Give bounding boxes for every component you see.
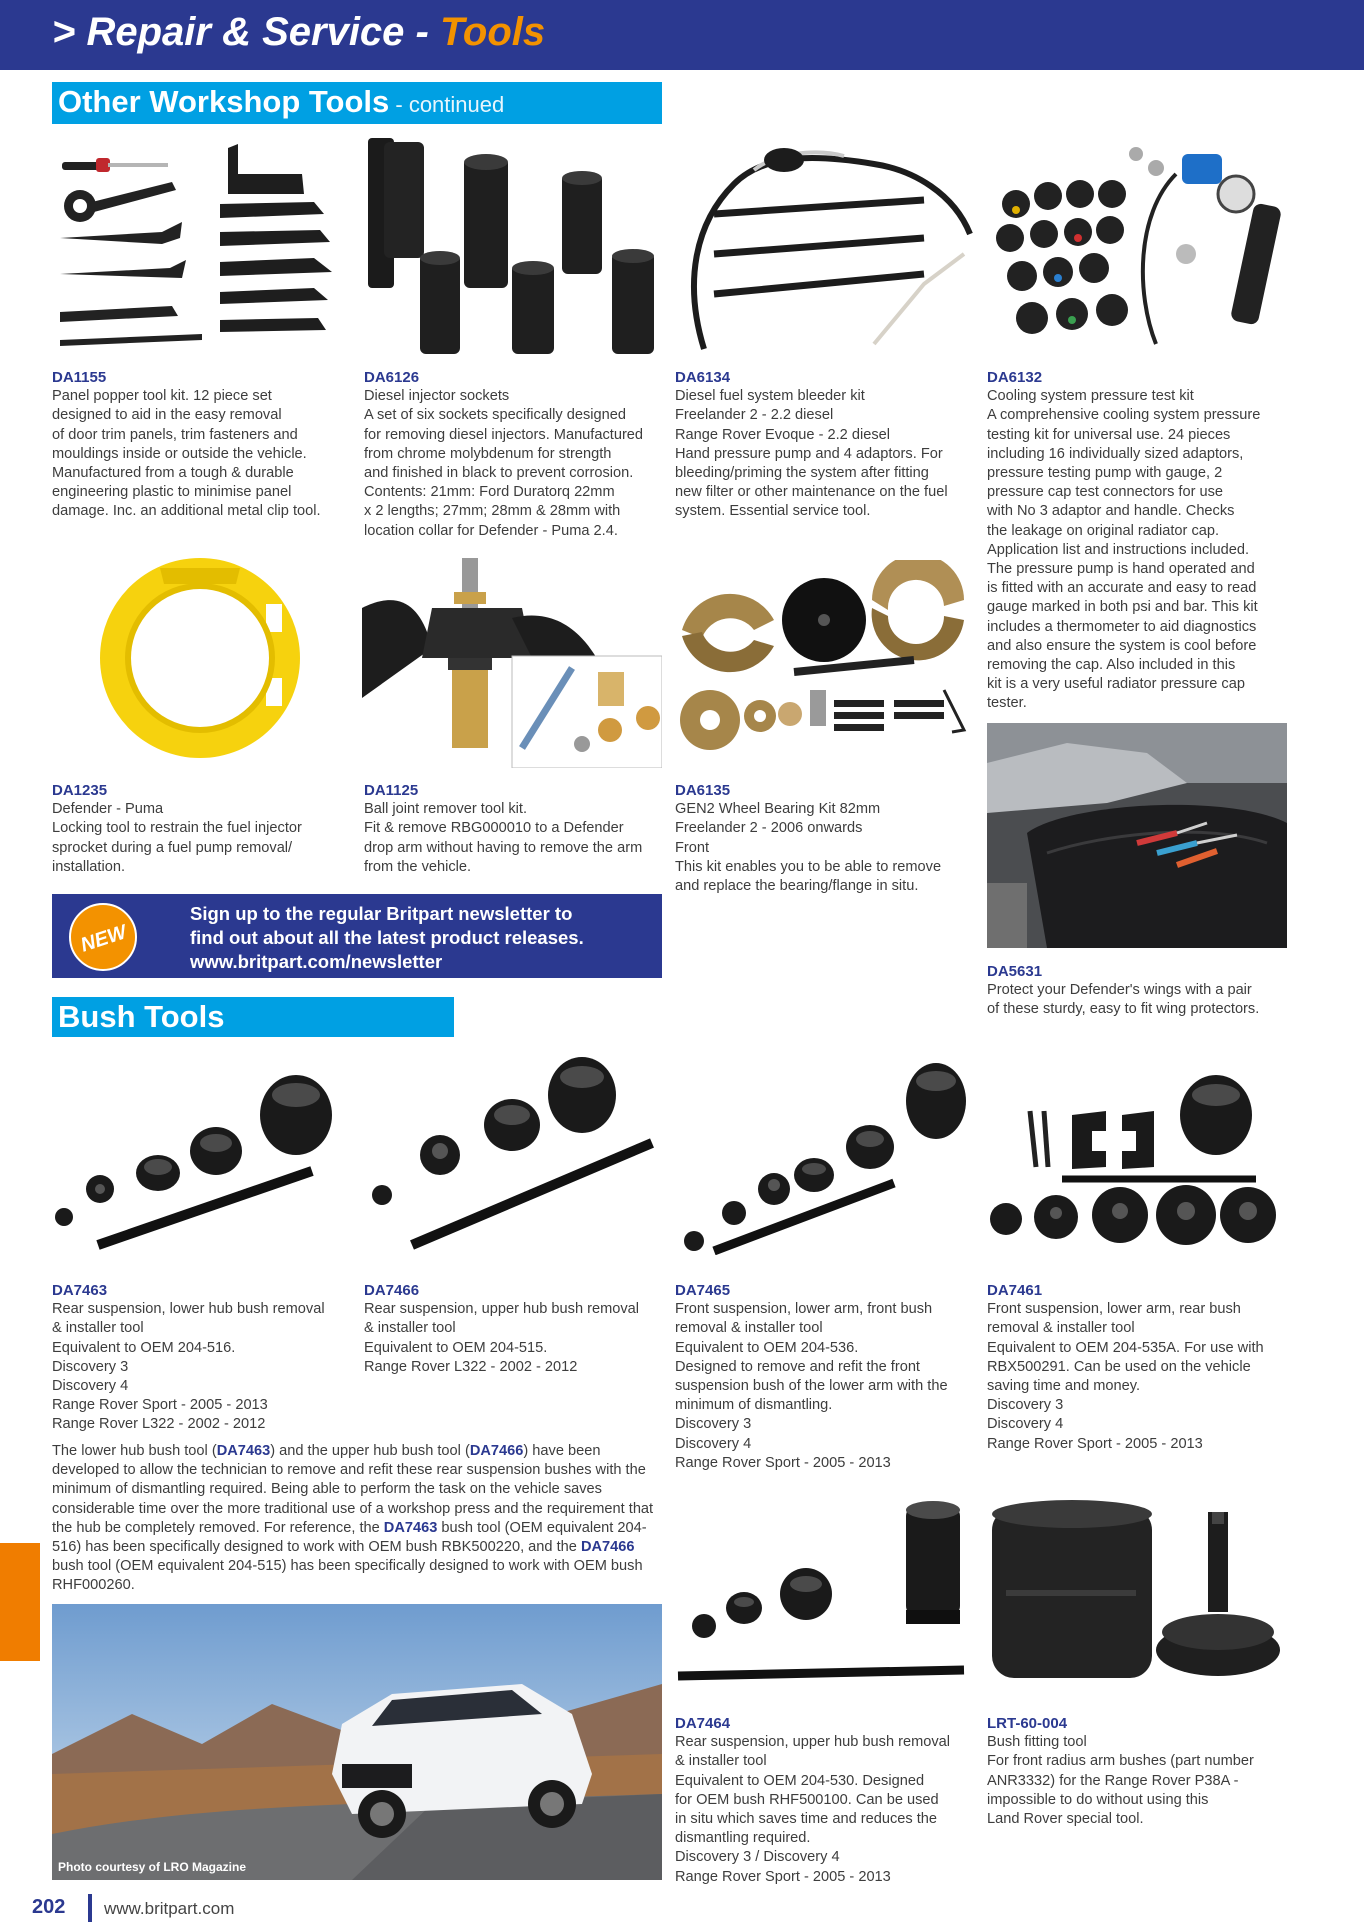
da7464-image: [674, 1500, 974, 1690]
product-da1125: [364, 781, 674, 877]
product-description: GEN2 Wheel Bearing Kit 82mm Freelander 2 - 2006 onwards Front This kit enables you to be able to remove and replace the bearing/flange in situ.: [675, 801, 942, 895]
product-description: Rear suspension, lower hub bush removal & installer tool Equivalent to OEM 204-516. Discovery 3 Discovery 4 Range Rover Sport - 2005 - 2013 Range Rover L322 - 2002 - 2012: [52, 1301, 325, 1433]
product-da7461: [987, 1281, 1297, 1454]
product-lrt-60-004: [987, 1714, 1297, 1829]
section-tab-marker: [0, 1543, 40, 1661]
section-title: Bush Tools: [58, 999, 225, 1034]
product-description: Panel popper tool kit. 12 piece set designed to aid in the easy removal of door trim panels, trim fasteners and mouldings inside or outside the vehicle. Manufactured from a tough & durable engineering plastic to minimise panel damage. Inc. an additional metal clip tool.: [52, 388, 321, 520]
da7461-image: [986, 1055, 1286, 1255]
da7466-image: [362, 1055, 662, 1255]
product-description: Rear suspension, upper hub bush removal & installer tool Equivalent to OEM 204-515. Range Rover L322 - 2002 - 2012: [364, 1301, 640, 1375]
new-badge: [68, 902, 138, 972]
product-da6134: [675, 368, 985, 522]
da6134-image: [674, 134, 974, 359]
da6126-image: [362, 134, 662, 359]
product-description: Bush fitting tool For front radius arm bushes (part number ANR3332) for the Range Rover P38A - impossible to do without using this Land Rover special tool.: [987, 1734, 1254, 1828]
product-da1235: [52, 781, 352, 877]
product-code: DA1155: [52, 369, 107, 386]
section-bush-tools-heading: [52, 997, 454, 1037]
lrt-60-004-image: [986, 1500, 1286, 1690]
product-description: Ball joint remover tool kit. Fit & remove RBG000010 to a Defender drop arm without having to remove the arm from the vehicle.: [364, 801, 643, 875]
footer-website-link[interactable]: www.britpart.com: [104, 1899, 235, 1918]
footer-divider: [88, 1894, 92, 1922]
da1125-image: [362, 548, 662, 768]
product-description: Rear suspension, upper hub bush removal & installer tool Equivalent to OEM 204-530. Designed for OEM bush RHF500100. Can be used in situ which saves time and reduces the dismantling required. Discovery 3 / Discovery 4 Range Rover Sport - 2005 - 2013: [675, 1734, 951, 1885]
section-other-tools-heading: [52, 82, 662, 124]
da1235-image: [70, 548, 340, 768]
product-description: Cooling system pressure test kit A comprehensive cooling system pressure testing kit for universal use. 24 pieces including 16 individually sized adaptors, pressure testing pump with gauge, 2 pressure cap test connectors for use with No 3 adaptor and handle. Checks the leakage on original radiator cap. Application list and instructions included. The pressure pump is hand operated and is fitted with an accurate and easy to read gauge marked in both psi and bar. This kit includes a thermometer to aid diagnostics and also ensure the system is cool before removing the cap. Also included in this kit is a very useful radiator pressure cap tester.: [987, 388, 1261, 712]
bush-tools-paragraph: The lower hub bush tool (DA7463) and the upper hub bush tool (DA7466) have been developed to allow the technician to remove and refit these rear suspension bushes with the minimum of dismantling required. Being able to perform the task on the vehicle saves considerable time over the more traditional use of a workshop press and the requirement that the hub be completely removed. For reference, the DA7463 bush tool (OEM equivalent 204-516) has been specifically designed to work with OEM bush RBK500220, and the DA7466 bush tool (OEM equivalent 204-515) has been specifically designed to work with OEM bush RHF000260.: [52, 1443, 654, 1594]
product-code: DA7463: [52, 1282, 108, 1299]
product-da7465: [675, 1281, 985, 1473]
da5631-photo: [987, 723, 1287, 948]
page-title: > Repair & Service - Tools: [52, 10, 546, 54]
product-description: Protect your Defender's wings with a pair of these sturdy, easy to fit wing protectors.: [987, 982, 1260, 1018]
product-code: DA7461: [987, 1282, 1043, 1299]
product-code: DA6126: [364, 369, 420, 386]
product-description: Diesel injector sockets A set of six sockets specifically designed for removing diesel injectors. Manufactured from chrome molybdenum for strength and finished in black to prevent corrosion. Contents: 21mm: Ford Duratorq 22mm x 2 lengths; 27mm; 28mm & 28mm with location collar for Defender - Puma 2.4.: [364, 388, 644, 539]
page-number: 202: [32, 1896, 66, 1918]
product-da7466: [364, 1281, 674, 1377]
product-da6132: [987, 368, 1297, 714]
product-description: Front suspension, lower arm, rear bush removal & installer tool Equivalent to OEM 204-535A. For use with RBX500291. Can be used on the vehicle saving time and money. Discovery 3 Discovery 4 Range Rover Sport - 2005 - 2013: [987, 1301, 1264, 1452]
product-da7464: [675, 1714, 985, 1887]
product-code: DA5631: [987, 963, 1043, 980]
newsletter-text[interactable]: Sign up to the regular Britpart newsletter to find out about all the latest product releases. www.britpart.com/newsletter: [190, 903, 584, 972]
product-code: DA7464: [675, 1715, 731, 1732]
product-description: Diesel fuel system bleeder kit Freelander 2 - 2.2 diesel Range Rover Evoque - 2.2 diesel Hand pressure pump and 4 adaptors. For bleeding/priming the system after fitting new filter or other maintenance on the fuel system. Essential service tool.: [675, 388, 948, 520]
product-da5631: [987, 962, 1297, 1020]
section-title: Other Workshop Tools: [58, 84, 390, 119]
product-description: Front suspension, lower arm, front bush removal & installer tool Equivalent to OEM 204-536. Designed to remove and refit the front suspension bush of the lower arm with the minimum of dismantling. Discovery 3 Discovery 4 Range Rover Sport - 2005 - 2013: [675, 1301, 948, 1471]
da6135-image: [674, 560, 974, 760]
product-da6135: [675, 781, 985, 896]
product-code: DA1125: [364, 782, 419, 799]
product-code: DA7466: [364, 1282, 420, 1299]
product-da1155: [52, 368, 352, 522]
product-code: LRT-60-004: [987, 1715, 1068, 1732]
product-da6126: [364, 368, 674, 541]
range-rover-photo: [52, 1604, 662, 1880]
newsletter-banner[interactable]: [52, 894, 662, 978]
product-code: DA6132: [987, 369, 1043, 386]
product-code: DA6135: [675, 782, 731, 799]
product-da7463: [52, 1281, 362, 1435]
product-code: DA1235: [52, 782, 108, 799]
product-code: DA7465: [675, 1282, 731, 1299]
product-code: DA6134: [675, 369, 731, 386]
section-subtitle: - continued: [389, 92, 505, 117]
da7465-image: [674, 1055, 974, 1255]
da6132-image: [986, 134, 1286, 359]
da7463-image: [52, 1055, 352, 1255]
photo-credit: Photo courtesy of LRO Magazine: [58, 1860, 247, 1874]
product-description: Defender - Puma Locking tool to restrain the fuel injector sprocket during a fuel pump removal/ installation.: [52, 801, 302, 875]
da1155-image: [52, 134, 342, 359]
new-badge-label: NEW: [78, 921, 130, 957]
